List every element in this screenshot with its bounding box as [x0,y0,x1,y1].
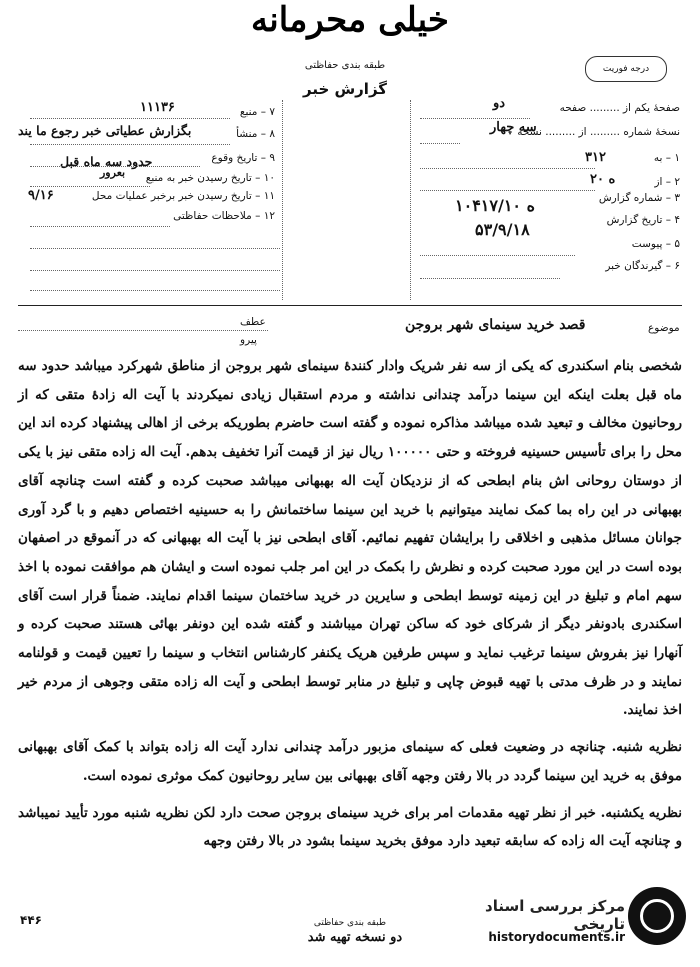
watermark-text: مرکز بررسی اسناد تاریخی [485,897,625,933]
reference-sub-label: پیرو [240,334,257,346]
report-title: گزارش خبر [302,80,388,98]
separator-line [18,305,682,306]
dotted-rule [30,186,150,187]
dotted-rule [30,144,230,145]
field-report-date-value: ۵۳/۹/۱۸ [475,220,530,239]
priority-box: درجه فوریت [585,56,667,82]
dotted-rule [420,118,530,119]
dotted-rule [420,190,595,191]
field-to-label: ۱ – به [653,152,680,164]
field-origin-value: بگزارش عطیاتی خبر رجوع ما یند [18,123,192,138]
watermark-url: historydocuments.ir [488,930,625,944]
field-security-notes-label: ۱۲ – ملاحظات حفاظتی [173,210,275,222]
dotted-rule [30,248,280,249]
field-page-value: دو [493,96,506,111]
field-ops-date-value: ۹/۱۶ [28,188,54,203]
field-origin-label: ۸ – منشأ [236,128,275,140]
field-occurrence-date-label: ۹ – تاریخ وقوع [211,152,275,164]
field-report-number-label: ۳ – شماره گزارش [598,192,680,204]
column-divider [410,100,411,300]
body-paragraph: نظریه شنبه. چنانچه در وضعیت فعلی که سینمای مزبور درآمد چندانی ندارد آیت اله زاده بتواند با کمک آقای بهبهانی موفق به خرید این سینما گردد در بالا رفتن وجهه آقای بهبهانی بین سایر روحانیون کمک موثری نموده است. [18,739,682,784]
dotted-rule [30,118,230,119]
field-source-value: ۱۱۱۳۶ [140,100,175,115]
field-page-label: صفحهٔ یکم از ......... صفحه [559,102,680,114]
dotted-rule [420,143,460,144]
field-from-label: ۲ – از [654,176,680,188]
field-from-value: ۲۰ ه [590,172,616,187]
field-copy-label: نسخهٔ شماره ......... از ......... نسخه [517,126,680,138]
field-occurrence-date-value: حدود سه ماه قبل [60,154,153,169]
body-paragraph: شخصی بنام اسکندری که یکی از سه نفر شریک وادار کنندهٔ سینمای شهر بروجن از مناطق شهرکرد میباشد حدود سه ماه قبل بعلت اینکه این سینما درآمد چندانی نداشته و مردم استقبال زیادی نمیکردند با آیت اله زادهٔ متقی که از روحانیون مخالف و تبعید شده میباشد مذاکره نموده و گفته است حاضرم بطوریکه برخی از اهالی پیشنهاد کرده اند این محل را برای تأسیس حسینیه فروخته و حتی ۱۰۰۰۰۰ ریال نیز از قیمت آنرا تخفیف بدهم. آیت اله زاده متقی نیز با یکی از دوستان روحانی اش بنام ابطحی که از نزدیکان آیت اله بهبهانی میباشد صحبت کرده و گفته است چنانچه آقای بهبهانی در این راه بما کمک نمایند میتوانیم با خرید این سینما ساختمانش را به حسینیه اختصاص دهیم و با گرد آوری جوانان مسائل مذهبی و اخلاقی را برایشان تفهیم نمائیم. آقای ابطحی نیز با آیت اله بهبهانی که در آنموقع در اصفهان بوده است در این مورد صحبت کرده و نظرش را بکمک در این امر جلب نموده است و ایشان هم موافقت نموده با اخذ سهم امام و تبلیغ در این زمینه توسط ابطحی و سایرین در خرید ساختمان سینما اقدام نمایند. ضمناً قرار است آقای اسکندری بادونفر دیگر از شرکای خود که ساکن تهران میباشند و گفته شده این دونفر بهائی هستند صحبت کرده و آنهارا نیز بفروش سینما ترغیب نماید و سپس طرفین هریک یکنفر کارشناس انتخاب و سینما را تعیین قیمت و قولنامه نمایند و در ظرف مدتی با تهیه قبوض چاپی و تبلیغ در منابر توسط ابطحی و آیت اله زاده متقی وجوهی از مردم خیر اخذ نمایند. [18,358,682,719]
field-attachment-label: ۵ – پیوست [631,238,680,250]
report-body [18,352,682,856]
reference-label: عطف [240,316,266,328]
classification-label: طبقه بندی حفاظتی [304,60,386,71]
subject-label: موضوع [648,322,680,334]
watermark-logo-ring [640,899,674,933]
dotted-rule [420,168,595,169]
page-number: ۴۴۶ [20,913,42,927]
field-report-date-label: ۴ – تاریخ گزارش [606,214,680,226]
field-received-date-label: ۱۰ – تاریخ رسیدن خبر به منبع [145,172,275,184]
dotted-rule [30,290,280,291]
dotted-rule [18,330,268,331]
document-title-handwritten: خیلی محرمانه [251,0,449,40]
dotted-rule [420,255,575,256]
subject-text: قصد خرید سینمای شهر بروجن [405,317,586,333]
dotted-rule [30,270,280,271]
field-to-value: ۳۱۲ [585,150,606,165]
field-ops-date-label: ۱۱ – تاریخ رسیدن خبر برخبر عملیات محل [91,190,275,202]
dotted-rule [30,226,170,227]
field-received-date-value: بعرور [100,166,126,179]
dotted-rule [420,278,560,279]
dotted-rule [30,166,200,167]
field-source-label: ۷ – منبع [239,106,275,118]
field-report-number-value: ۱۰۴۱۷/۱۰ ه [455,196,535,215]
footer-handwritten-note: دو نسخه تهیه شد [307,930,403,945]
field-copy-value: سه چهار [490,120,537,135]
watermark-logo-icon [628,887,686,945]
body-paragraph: نظریه یکشنبه. خبر از نظر تهیه مقدمات امر برای خرید سینمای بروجن صحت دارد لکن نظریه شنبه مورد تأیید نمیباشد و چنانچه آیت اله زاده که سابقه تبعید دارد موفق بخرید سینما بشود در بالا رفتن وجهه [18,804,682,850]
footer-classification-label: طبقه بندی حفاظتی [313,918,387,928]
field-recipients-label: ۶ – گیرندگان خبر [605,260,680,272]
column-divider [282,100,283,300]
